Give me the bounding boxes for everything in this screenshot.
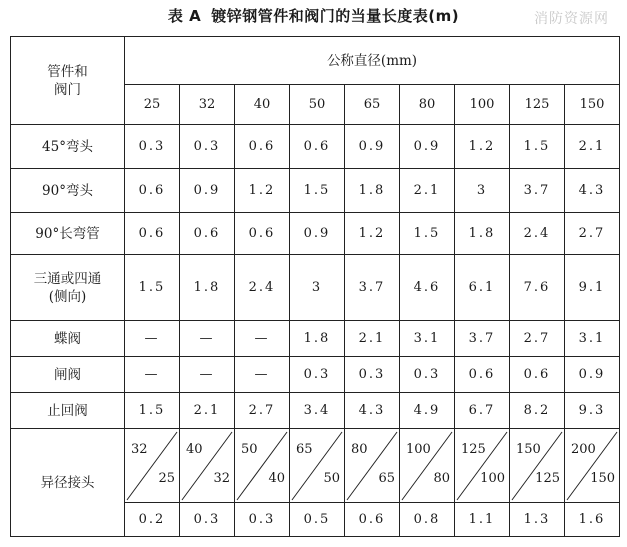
fitting-name-line: 90°弯头 [42,182,93,199]
length-cell: 0.6 [290,125,345,169]
length-cell: 0.8 [400,503,455,537]
length-cell: — [180,357,235,393]
length-cell: 3 [290,255,345,321]
reducer-pair-cell [290,429,345,503]
length-cell: 0.9 [565,357,620,393]
length-cell: 1.5 [290,169,345,213]
reducer-large-diameter: 40 [186,441,203,457]
reducer-large-diameter: 200 [571,441,596,457]
table-row [11,255,620,321]
length-cell: — [235,357,290,393]
reducer-large-diameter: 150 [516,441,541,457]
length-cell: 0.6 [125,213,180,255]
length-cell: 3.7 [455,321,510,357]
reducer-large-diameter: 65 [296,441,313,457]
reducer-large-diameter: 125 [461,441,486,457]
length-cell: 2.4 [235,255,290,321]
length-cell: 3.7 [510,169,565,213]
diameter-header: 100 [455,85,510,125]
table-row [11,125,620,169]
length-cell: 3.4 [290,393,345,429]
length-cell: 0.6 [235,213,290,255]
fitting-name-line: 45°弯头 [42,138,93,155]
corner-header [11,37,125,125]
length-cell: 1.5 [510,125,565,169]
reducer-small-diameter: 25 [158,470,175,486]
fitting-name [11,213,125,255]
reducer-pair-cell [345,429,400,503]
length-cell: 1.8 [455,213,510,255]
length-cell: 3.1 [400,321,455,357]
length-cell: 1.6 [565,503,620,537]
fitting-name [11,321,125,357]
length-cell: 1.2 [345,213,400,255]
length-cell: 4.3 [345,393,400,429]
reducer-name: 异径接头 [11,429,125,537]
length-cell: 9.3 [565,393,620,429]
length-cell: 1.5 [400,213,455,255]
length-cell: 0.3 [400,357,455,393]
length-cell: 3 [455,169,510,213]
length-cell: 0.9 [290,213,345,255]
diameter-header: 25 [125,85,180,125]
fitting-name [11,255,125,321]
length-cell: 4.9 [400,393,455,429]
diameter-header: 50 [290,85,345,125]
reducer-large-diameter: 50 [241,441,258,457]
table-title [0,4,627,28]
reducer-large-diameter: 80 [351,441,368,457]
length-cell: — [180,321,235,357]
length-cell: 0.6 [180,213,235,255]
reducer-pair-cell [455,429,510,503]
length-cell: 0.3 [235,503,290,537]
length-cell: — [235,321,290,357]
reducer-pair-cell [180,429,235,503]
table-row [11,357,620,393]
reducer-pairs-row [11,429,620,503]
length-cell: 7.6 [510,255,565,321]
length-cell: 4.3 [565,169,620,213]
fitting-name-line: 三通或四通 [33,270,102,287]
corner-header-line-2: 阀门 [54,81,81,98]
reducer-pair-cell [125,429,180,503]
fitting-name-line: 90°长弯管 [35,225,100,242]
length-cell: 1.2 [455,125,510,169]
equivalent-length-table [10,36,620,537]
length-cell: 9.1 [565,255,620,321]
fitting-name-line: 闸阀 [54,366,81,383]
watermark: 消防资源网 [534,11,609,27]
length-cell: 1.8 [290,321,345,357]
reducer-large-diameter: 100 [406,441,431,457]
reducer-small-diameter: 150 [590,470,616,486]
length-cell: 0.3 [125,125,180,169]
diameter-header: 125 [510,85,565,125]
length-cell: 0.2 [125,503,180,537]
reducer-pair-cell [510,429,565,503]
reducer-pair-cell [565,429,620,503]
length-cell: 2.4 [510,213,565,255]
table-row [11,321,620,357]
reducer-large-diameter: 32 [131,441,148,457]
length-cell: 2.1 [565,125,620,169]
corner-header-line-1: 管件和 [47,63,88,80]
reducer-small-diameter: 100 [480,470,505,486]
length-cell: 1.8 [345,169,400,213]
table-row [11,213,620,255]
length-cell: 0.6 [125,169,180,213]
table-row [11,169,620,213]
length-cell: 2.7 [510,321,565,357]
length-cell: 0.6 [510,357,565,393]
length-cell: 0.9 [400,125,455,169]
length-cell: — [125,357,180,393]
length-cell: 0.3 [180,503,235,537]
length-cell: 3.1 [565,321,620,357]
length-cell: 4.6 [400,255,455,321]
reducer-small-diameter: 80 [433,470,450,486]
reducer-small-diameter: 40 [268,470,285,486]
table-caption: 镀锌钢管件和阀门的当量长度表(m) [211,7,460,25]
length-cell: 0.5 [290,503,345,537]
length-cell: 2.7 [235,393,290,429]
length-cell: 1.3 [510,503,565,537]
length-cell: 2.7 [565,213,620,255]
fitting-name [11,169,125,213]
reducer-pair-cell [235,429,290,503]
length-cell: 0.3 [345,357,400,393]
reducer-small-diameter: 65 [378,470,395,486]
length-cell: 0.3 [290,357,345,393]
length-cell: 2.1 [180,393,235,429]
diameter-group-header: 公称直径(mm) [125,37,620,85]
fitting-name-line: (侧向) [48,288,87,305]
fitting-name-line: 止回阀 [47,402,88,419]
fitting-name [11,357,125,393]
length-cell: 1.5 [125,255,180,321]
length-cell: 0.6 [235,125,290,169]
length-cell: 0.6 [455,357,510,393]
length-cell: 0.6 [345,503,400,537]
diameter-header: 40 [235,85,290,125]
length-cell: 0.9 [345,125,400,169]
diameter-header: 150 [565,85,620,125]
length-cell: 2.1 [400,169,455,213]
length-cell: 6.1 [455,255,510,321]
length-cell: — [125,321,180,357]
reducer-pair-cell [400,429,455,503]
length-cell: 0.9 [180,169,235,213]
length-cell: 1.1 [455,503,510,537]
length-cell: 1.5 [125,393,180,429]
length-cell: 1.8 [180,255,235,321]
length-cell: 1.2 [235,169,290,213]
fitting-name [11,125,125,169]
diameter-header: 65 [345,85,400,125]
reducer-small-diameter: 50 [323,470,340,486]
length-cell: 0.3 [180,125,235,169]
length-cell: 8.2 [510,393,565,429]
reducer-small-diameter: 32 [213,470,230,486]
table-row [11,393,620,429]
fitting-name-line: 蝶阀 [54,330,81,347]
table-label: 表 A [167,7,202,25]
diameter-header: 32 [180,85,235,125]
header-row-group [11,37,620,85]
length-cell: 6.7 [455,393,510,429]
length-cell: 3.7 [345,255,400,321]
fitting-name [11,393,125,429]
length-cell: 2.1 [345,321,400,357]
reducer-small-diameter: 125 [535,470,560,486]
diameter-header: 80 [400,85,455,125]
